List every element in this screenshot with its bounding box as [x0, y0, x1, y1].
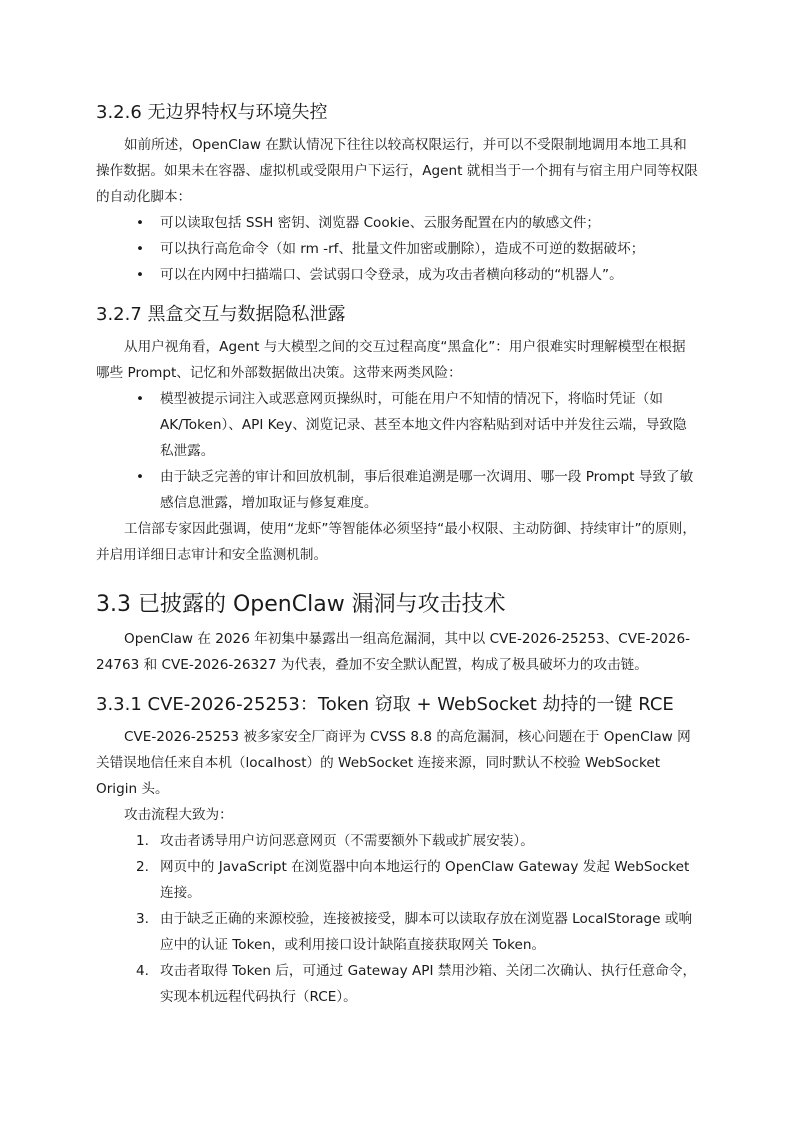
bullet-icon: • — [136, 469, 145, 485]
list-item: • 可以在内网中扫描端口、尝试弱口令登录，成为攻击者横向移动的“机器人”。 — [96, 262, 698, 288]
section-heading-3-3-1: 3.3.1 CVE-2026-25253：Token 窃取 + WebSocket 劫持的一键 RCE — [96, 694, 674, 715]
paragraph-3-2-6: 如前所述，OpenClaw 在默认情况下往往以较高权限运行，并可以不受限制地调用本地工具和操作数据。如果未在容器、虚拟机或受限用户下运行，Agent 就相当于一个拥有与宿主用户同等权限的自动化脚本： — [96, 137, 698, 205]
attack-steps-list — [96, 828, 698, 1010]
section-heading-3-3: 3.3 已披露的 OpenClaw 漏洞与攻击技术 — [96, 592, 506, 617]
list-item: • 模型被提示词注入或恶意网页操纵时，可能在用户不知情的情况下，将临时凭证（如 AK/Token）、API Key、浏览记录、甚至本地文件内容粘贴到对话中并发往云端，导致隐私泄露。 — [96, 386, 698, 464]
list-item: • 可以执行高危命令（如 rm -rf、批量文件加密或删除），造成不可逆的数据破坏； — [96, 236, 698, 262]
bullet-icon: • — [136, 215, 145, 231]
list-item: 1. 攻击者诱导用户访问恶意网页（不需要额外下载或扩展安装）。 — [136, 833, 534, 849]
list-item: • 可以读取包括 SSH 密钥、浏览器 Cookie、云服务配置在内的敏感文件； — [96, 210, 698, 236]
list-item: • 由于缺乏完善的审计和回放机制，事后很难追溯是哪一次调用、哪一段 Prompt 导致了敏感信息泄露，增加取证与修复难度。 — [96, 464, 698, 516]
list-item: 2. 网页中的 JavaScript 在浏览器中向本地运行的 OpenClaw Gateway 发起 WebSocket 连接。 — [136, 859, 690, 901]
paragraph-3-3-1: CVE-2026-25253 被多家安全厂商评为 CVSS 8.8 的高危漏洞，核心问题在于 OpenClaw 网关错误地信任来自本机（localhost）的 WebSocket 连接来源，同时默认不校验 WebSocket Origin 头。 — [96, 729, 691, 797]
bullet-icon: • — [136, 241, 145, 257]
list-item: 4. 攻击者取得 Token 后，可通过 Gateway API 禁用沙箱、关闭二次确认、执行任意命令，实现本机远程代码执行（RCE）。 — [136, 963, 697, 1005]
paragraph-3-2-7: 从用户视角看，Agent 与大模型之间的交互过程高度“黑盒化”：用户很难实时理解模型在根据哪些 Prompt、记忆和外部数据做出决策。这带来两类风险： — [96, 339, 686, 381]
list-item: 3. 由于缺乏正确的来源校验，连接被接受，脚本可以读取存放在浏览器 LocalStorage 或响应中的认证 Token，或利用接口设计缺陷直接获取网关 Token。 — [136, 911, 693, 953]
bullet-list-3-2-6 — [96, 210, 698, 288]
bullet-icon: • — [136, 267, 145, 283]
paragraph-3-3: OpenClaw 在 2026 年初集中暴露出一组高危漏洞，其中以 CVE-2026-25253、CVE-2026-24763 和 CVE-2026-26327 为代表，叠加不安全默认配置，构成了极具破坏力的攻击链。 — [96, 631, 690, 673]
attack-flow-intro: 攻击流程大致为： — [124, 807, 233, 823]
bullet-list-3-2-7 — [96, 386, 698, 516]
paragraph-3-2-7-conclusion: 工信部专家因此强调，使用“龙虾”等智能体必须坚持“最小权限、主动防御、持续审计”的原则，并启用详细日志审计和安全监测机制。 — [96, 521, 696, 563]
section-heading-3-2-6: 3.2.6 无边界特权与环境失控 — [96, 102, 328, 123]
bullet-icon: • — [136, 391, 145, 407]
section-heading-3-2-7: 3.2.7 黑盒交互与数据隐私泄露 — [96, 304, 346, 325]
